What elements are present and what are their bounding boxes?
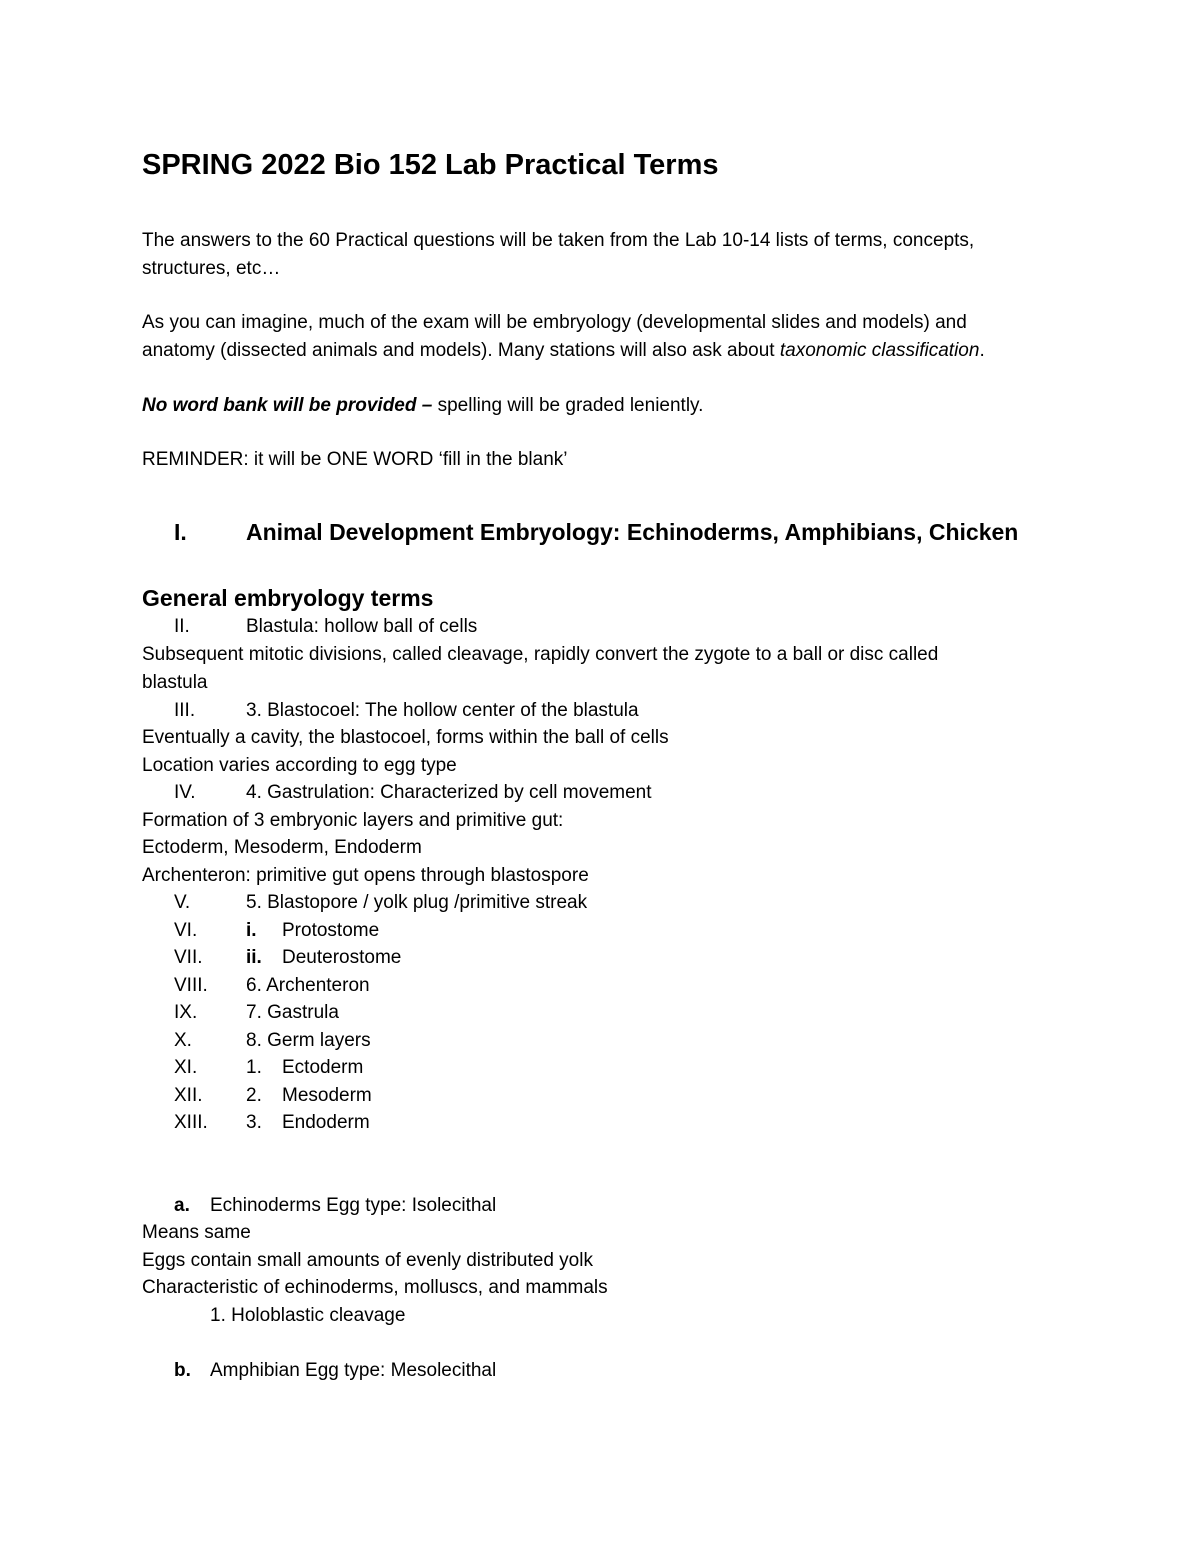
egg-a-line: Eggs contain small amounts of evenly distributed yolk bbox=[142, 1250, 593, 1271]
outline-numeral: XI. bbox=[174, 1057, 198, 1078]
taxonomic-classification-text: taxonomic classification bbox=[779, 340, 980, 361]
outline-item-blastopore: 5. Blastopore / yolk plug /primitive streak bbox=[246, 892, 588, 913]
outline-sub-marker: i. bbox=[246, 920, 257, 941]
intro-line-4 bbox=[142, 339, 985, 363]
intro-line-3: As you can imagine, much of the exam will be embryology (developmental slides and models) and bbox=[142, 312, 967, 333]
spelling-note-text: spelling will be graded leniently. bbox=[432, 395, 704, 416]
egg-a-cleavage: 1. Holoblastic cleavage bbox=[210, 1305, 406, 1326]
no-word-bank-text: No word bank will be provided – bbox=[142, 395, 433, 416]
outline-numeral: V. bbox=[174, 892, 191, 913]
outline-item-gastrula: 7. Gastrula bbox=[246, 1002, 339, 1023]
intro-line-2: structures, etc… bbox=[142, 258, 281, 279]
outline-item-archenteron: 6. Archenteron bbox=[246, 975, 370, 996]
body-line: blastula bbox=[142, 672, 208, 693]
outline-sub-marker: 1. bbox=[246, 1057, 262, 1078]
general-embryology-heading: General embryology terms bbox=[142, 585, 434, 611]
outline-item-blastula: Blastula: hollow ball of cells bbox=[246, 616, 478, 637]
egg-a-line: Characteristic of echinoderms, molluscs, and mammals bbox=[142, 1277, 608, 1298]
page-title: SPRING 2022 Bio 152 Lab Practical Terms bbox=[142, 149, 719, 181]
outline-item-ectoderm: Ectoderm bbox=[282, 1057, 364, 1078]
egg-a-heading: Echinoderms Egg type: Isolecithal bbox=[210, 1195, 497, 1216]
outline-sub-marker: 3. bbox=[246, 1112, 262, 1133]
egg-a-letter: a. bbox=[174, 1195, 190, 1216]
outline-numeral: III. bbox=[174, 700, 196, 721]
section-heading: Animal Development Embryology: Echinoderms, Amphibians, Chicken bbox=[246, 519, 1019, 545]
body-line: Eventually a cavity, the blastocoel, forms within the ball of cells bbox=[142, 727, 669, 748]
body-line: Archenteron: primitive gut opens through blastospore bbox=[142, 865, 589, 886]
intro-line-1: The answers to the 60 Practical questions will be taken from the Lab 10-14 lists of terms, concepts, bbox=[142, 230, 975, 251]
body-line: Subsequent mitotic divisions, called cleavage, rapidly convert the zygote to a ball or disc called bbox=[142, 644, 939, 665]
outline-numeral: XII. bbox=[174, 1085, 203, 1106]
outline-numeral: X. bbox=[174, 1030, 192, 1051]
egg-b-heading: Amphibian Egg type: Mesolecithal bbox=[210, 1360, 497, 1381]
outline-numeral: II. bbox=[174, 616, 190, 637]
egg-a-line: Means same bbox=[142, 1222, 251, 1243]
outline-numeral: VII. bbox=[174, 947, 203, 968]
outline-numeral: XIII. bbox=[174, 1112, 208, 1133]
intro-line-4-post: . bbox=[979, 340, 985, 361]
outline-numeral: IV. bbox=[174, 782, 196, 803]
outline-item-deuterostome: Deuterostome bbox=[282, 947, 402, 968]
outline-item-germ-layers: 8. Germ layers bbox=[246, 1030, 371, 1051]
section-numeral: I. bbox=[174, 519, 187, 545]
outline-sub-marker: ii. bbox=[246, 947, 262, 968]
outline-item-protostome: Protostome bbox=[282, 920, 380, 941]
reminder-text: REMINDER: it will be ONE WORD ‘fill in the blank’ bbox=[142, 449, 568, 470]
intro-line-4-pre: anatomy (dissected animals and models). Many stations will also ask about bbox=[142, 340, 780, 361]
egg-b-letter: b. bbox=[174, 1360, 191, 1381]
body-line: Location varies according to egg type bbox=[142, 755, 457, 776]
word-bank-note bbox=[142, 394, 703, 418]
body-line: Ectoderm, Mesoderm, Endoderm bbox=[142, 837, 422, 858]
outline-item-gastrulation: 4. Gastrulation: Characterized by cell movement bbox=[246, 782, 652, 803]
body-line: Formation of 3 embryonic layers and primitive gut: bbox=[142, 810, 564, 831]
outline-numeral: VIII. bbox=[174, 975, 208, 996]
outline-item-endoderm: Endoderm bbox=[282, 1112, 370, 1133]
outline-item-mesoderm: Mesoderm bbox=[282, 1085, 372, 1106]
outline-item-blastocoel: 3. Blastocoel: The hollow center of the blastula bbox=[246, 700, 639, 721]
outline-numeral: IX. bbox=[174, 1002, 198, 1023]
outline-numeral: VI. bbox=[174, 920, 198, 941]
outline-sub-marker: 2. bbox=[246, 1085, 262, 1106]
